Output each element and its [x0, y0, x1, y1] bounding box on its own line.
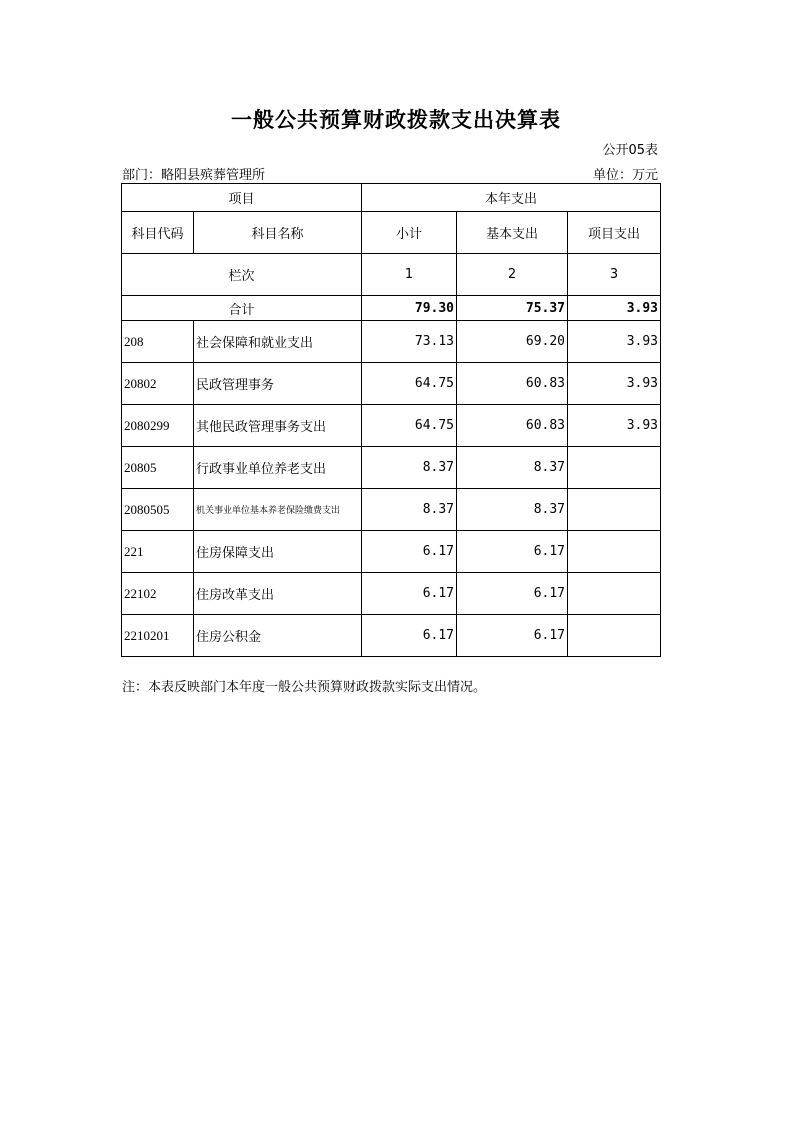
row-name: 其他民政管理事务支出	[194, 405, 362, 447]
row-project	[568, 531, 661, 573]
total-label: 合计	[122, 296, 362, 321]
row-basic: 8.37	[457, 489, 568, 531]
row-code: 221	[122, 531, 194, 573]
row-subtotal: 6.17	[362, 615, 457, 657]
row-subtotal: 8.37	[362, 489, 457, 531]
column-number-3: 3	[568, 254, 661, 296]
header-code: 科目代码	[122, 212, 194, 254]
row-basic: 8.37	[457, 447, 568, 489]
row-basic: 6.17	[457, 615, 568, 657]
form-number: 公开05表	[602, 143, 658, 158]
row-name: 住房改革支出	[194, 573, 362, 615]
footnote: 注：本表反映部门本年度一般公共预算财政拨款实际支出情况。	[122, 680, 487, 695]
row-project	[568, 489, 661, 531]
row-project	[568, 573, 661, 615]
header-subtotal: 小计	[362, 212, 457, 254]
row-subtotal: 6.17	[362, 573, 457, 615]
row-subtotal: 6.17	[362, 531, 457, 573]
row-project	[568, 447, 661, 489]
row-basic: 69.20	[457, 321, 568, 363]
row-project: 3.93	[568, 321, 661, 363]
row-name: 民政管理事务	[194, 363, 362, 405]
row-subtotal: 8.37	[362, 447, 457, 489]
row-code: 20805	[122, 447, 194, 489]
row-code: 2080299	[122, 405, 194, 447]
row-subtotal: 73.13	[362, 321, 457, 363]
table-row	[122, 615, 661, 657]
column-number-1: 1	[362, 254, 457, 296]
table-row	[122, 573, 661, 615]
header-row-2	[122, 212, 661, 254]
row-project: 3.93	[568, 363, 661, 405]
total-basic: 75.37	[457, 296, 568, 321]
row-code: 20802	[122, 363, 194, 405]
row-code: 2080505	[122, 489, 194, 531]
table-row	[122, 363, 661, 405]
header-name: 科目名称	[194, 212, 362, 254]
expenditure-table	[121, 183, 661, 657]
unit-label: 单位：万元	[592, 168, 658, 183]
total-project: 3.93	[568, 296, 661, 321]
header-item: 项目	[122, 184, 362, 212]
table-row	[122, 489, 661, 531]
header-project: 项目支出	[568, 212, 661, 254]
row-project	[568, 615, 661, 657]
row-project: 3.93	[568, 405, 661, 447]
header-current-year: 本年支出	[362, 184, 661, 212]
table-row	[122, 321, 661, 363]
row-basic: 6.17	[457, 573, 568, 615]
table-row	[122, 405, 661, 447]
page-title: 一般公共预算财政拨款支出决算表	[231, 108, 561, 132]
row-basic: 6.17	[457, 531, 568, 573]
row-name: 住房公积金	[194, 615, 362, 657]
row-name: 社会保障和就业支出	[194, 321, 362, 363]
row-code: 2210201	[122, 615, 194, 657]
row-code: 22102	[122, 573, 194, 615]
table-row	[122, 447, 661, 489]
department-label: 部门：略阳县殡葬管理所	[122, 168, 266, 183]
column-label: 栏次	[122, 254, 362, 296]
total-subtotal: 79.30	[362, 296, 457, 321]
row-subtotal: 64.75	[362, 363, 457, 405]
row-name: 住房保障支出	[194, 531, 362, 573]
row-name: 机关事业单位基本养老保险缴费支出	[194, 489, 362, 531]
header-row-1	[122, 184, 661, 212]
table-row	[122, 531, 661, 573]
row-subtotal: 64.75	[362, 405, 457, 447]
header-basic: 基本支出	[457, 212, 568, 254]
row-basic: 60.83	[457, 405, 568, 447]
row-code: 208	[122, 321, 194, 363]
row-name: 行政事业单位养老支出	[194, 447, 362, 489]
total-row	[122, 296, 661, 321]
row-basic: 60.83	[457, 363, 568, 405]
column-number-2: 2	[457, 254, 568, 296]
column-number-row	[122, 254, 661, 296]
